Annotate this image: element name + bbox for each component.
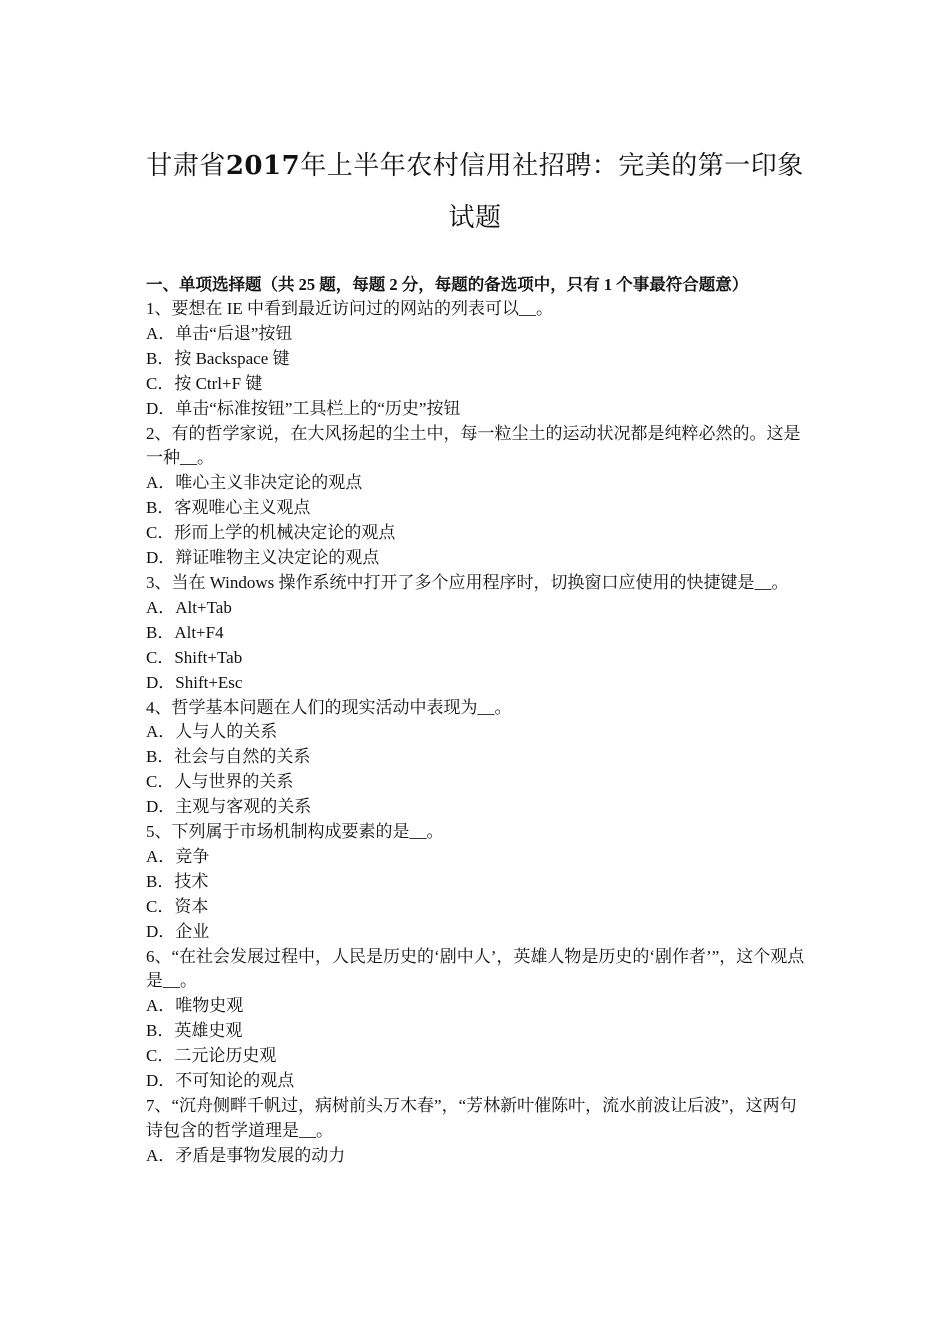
question-block [146, 945, 810, 1094]
question-stem: 7、“沉舟侧畔千帆过，病树前头万木春”，“芳林新叶催陈叶，流水前波让后波”，这两句诗包含的哲学道理是__。 [146, 1096, 797, 1140]
answer-option: D．不可知论的观点 [146, 1071, 295, 1091]
document-body [146, 272, 810, 1169]
answer-option: A．Alt+Tab [146, 597, 232, 617]
title-prefix: 甘肃省 [146, 151, 226, 181]
section-heading: 一、单项选择题（共 25 题，每题 2 分，每题的备选项中，只有 1 个事最符合题意） [146, 275, 749, 294]
question-stem: 4、哲学基本问题在人们的现实活动中表现为__。 [146, 697, 512, 717]
answer-option: D．单击“标准按钮”工具栏上的“历史”按钮 [146, 398, 461, 418]
question-block [146, 571, 810, 696]
question-list [146, 297, 810, 1169]
answer-option: C．按 Ctrl+F 键 [146, 373, 263, 393]
question-block [146, 422, 810, 571]
answer-option: C．形而上学的机械决定论的观点 [146, 523, 396, 543]
answer-option: B．技术 [146, 871, 209, 891]
title-suffix: 年上半年农村信用社招聘：完美的第一印象试题 [300, 151, 804, 233]
answer-option: A．单击“后退”按钮 [146, 323, 293, 343]
question-stem: 6、“在社会发展过程中，人民是历史的‘剧中人’，英雄人物是历史的‘剧作者’”，这个观点是__。 [146, 946, 805, 991]
answer-option: B．社会与自然的关系 [146, 747, 311, 767]
answer-option: A．人与人的关系 [146, 722, 278, 742]
question-block [146, 297, 810, 422]
answer-option: C．资本 [146, 896, 209, 916]
answer-option: A．竞争 [146, 846, 210, 866]
question-block [146, 820, 810, 945]
title-year: 2017 [225, 151, 301, 181]
question-stem: 2、有的哲学家说，在大风扬起的尘土中，每一粒尘土的运动状况都是纯粹必然的。这是一种__。 [146, 423, 801, 468]
answer-option: B．英雄史观 [146, 1021, 243, 1041]
question-stem: 1、要想在 IE 中看到最近访问过的网站的列表可以__。 [146, 299, 554, 318]
answer-option: B．按 Backspace 键 [146, 348, 290, 368]
document-title [140, 140, 810, 244]
answer-option: B．客观唯心主义观点 [146, 498, 311, 518]
question-block [146, 696, 810, 821]
question-block [146, 1094, 810, 1169]
answer-option: C．人与世界的关系 [146, 772, 294, 792]
question-stem: 3、当在 Windows 操作系统中打开了多个应用程序时，切换窗口应使用的快捷键是__。 [146, 572, 789, 592]
answer-option: D．企业 [146, 921, 210, 941]
answer-option: C．二元论历史观 [146, 1046, 277, 1066]
answer-option: D．Shift+Esc [146, 672, 243, 692]
answer-option: D．主观与客观的关系 [146, 797, 312, 817]
answer-option: A．矛盾是事物发展的动力 [146, 1145, 346, 1165]
answer-option: D．辩证唯物主义决定论的观点 [146, 548, 380, 568]
answer-option: B．Alt+F4 [146, 622, 224, 642]
answer-option: A．唯物史观 [146, 996, 244, 1016]
answer-option: C．Shift+Tab [146, 647, 243, 667]
question-stem: 5、下列属于市场机制构成要素的是__。 [146, 822, 444, 842]
answer-option: A．唯心主义非决定论的观点 [146, 473, 363, 493]
